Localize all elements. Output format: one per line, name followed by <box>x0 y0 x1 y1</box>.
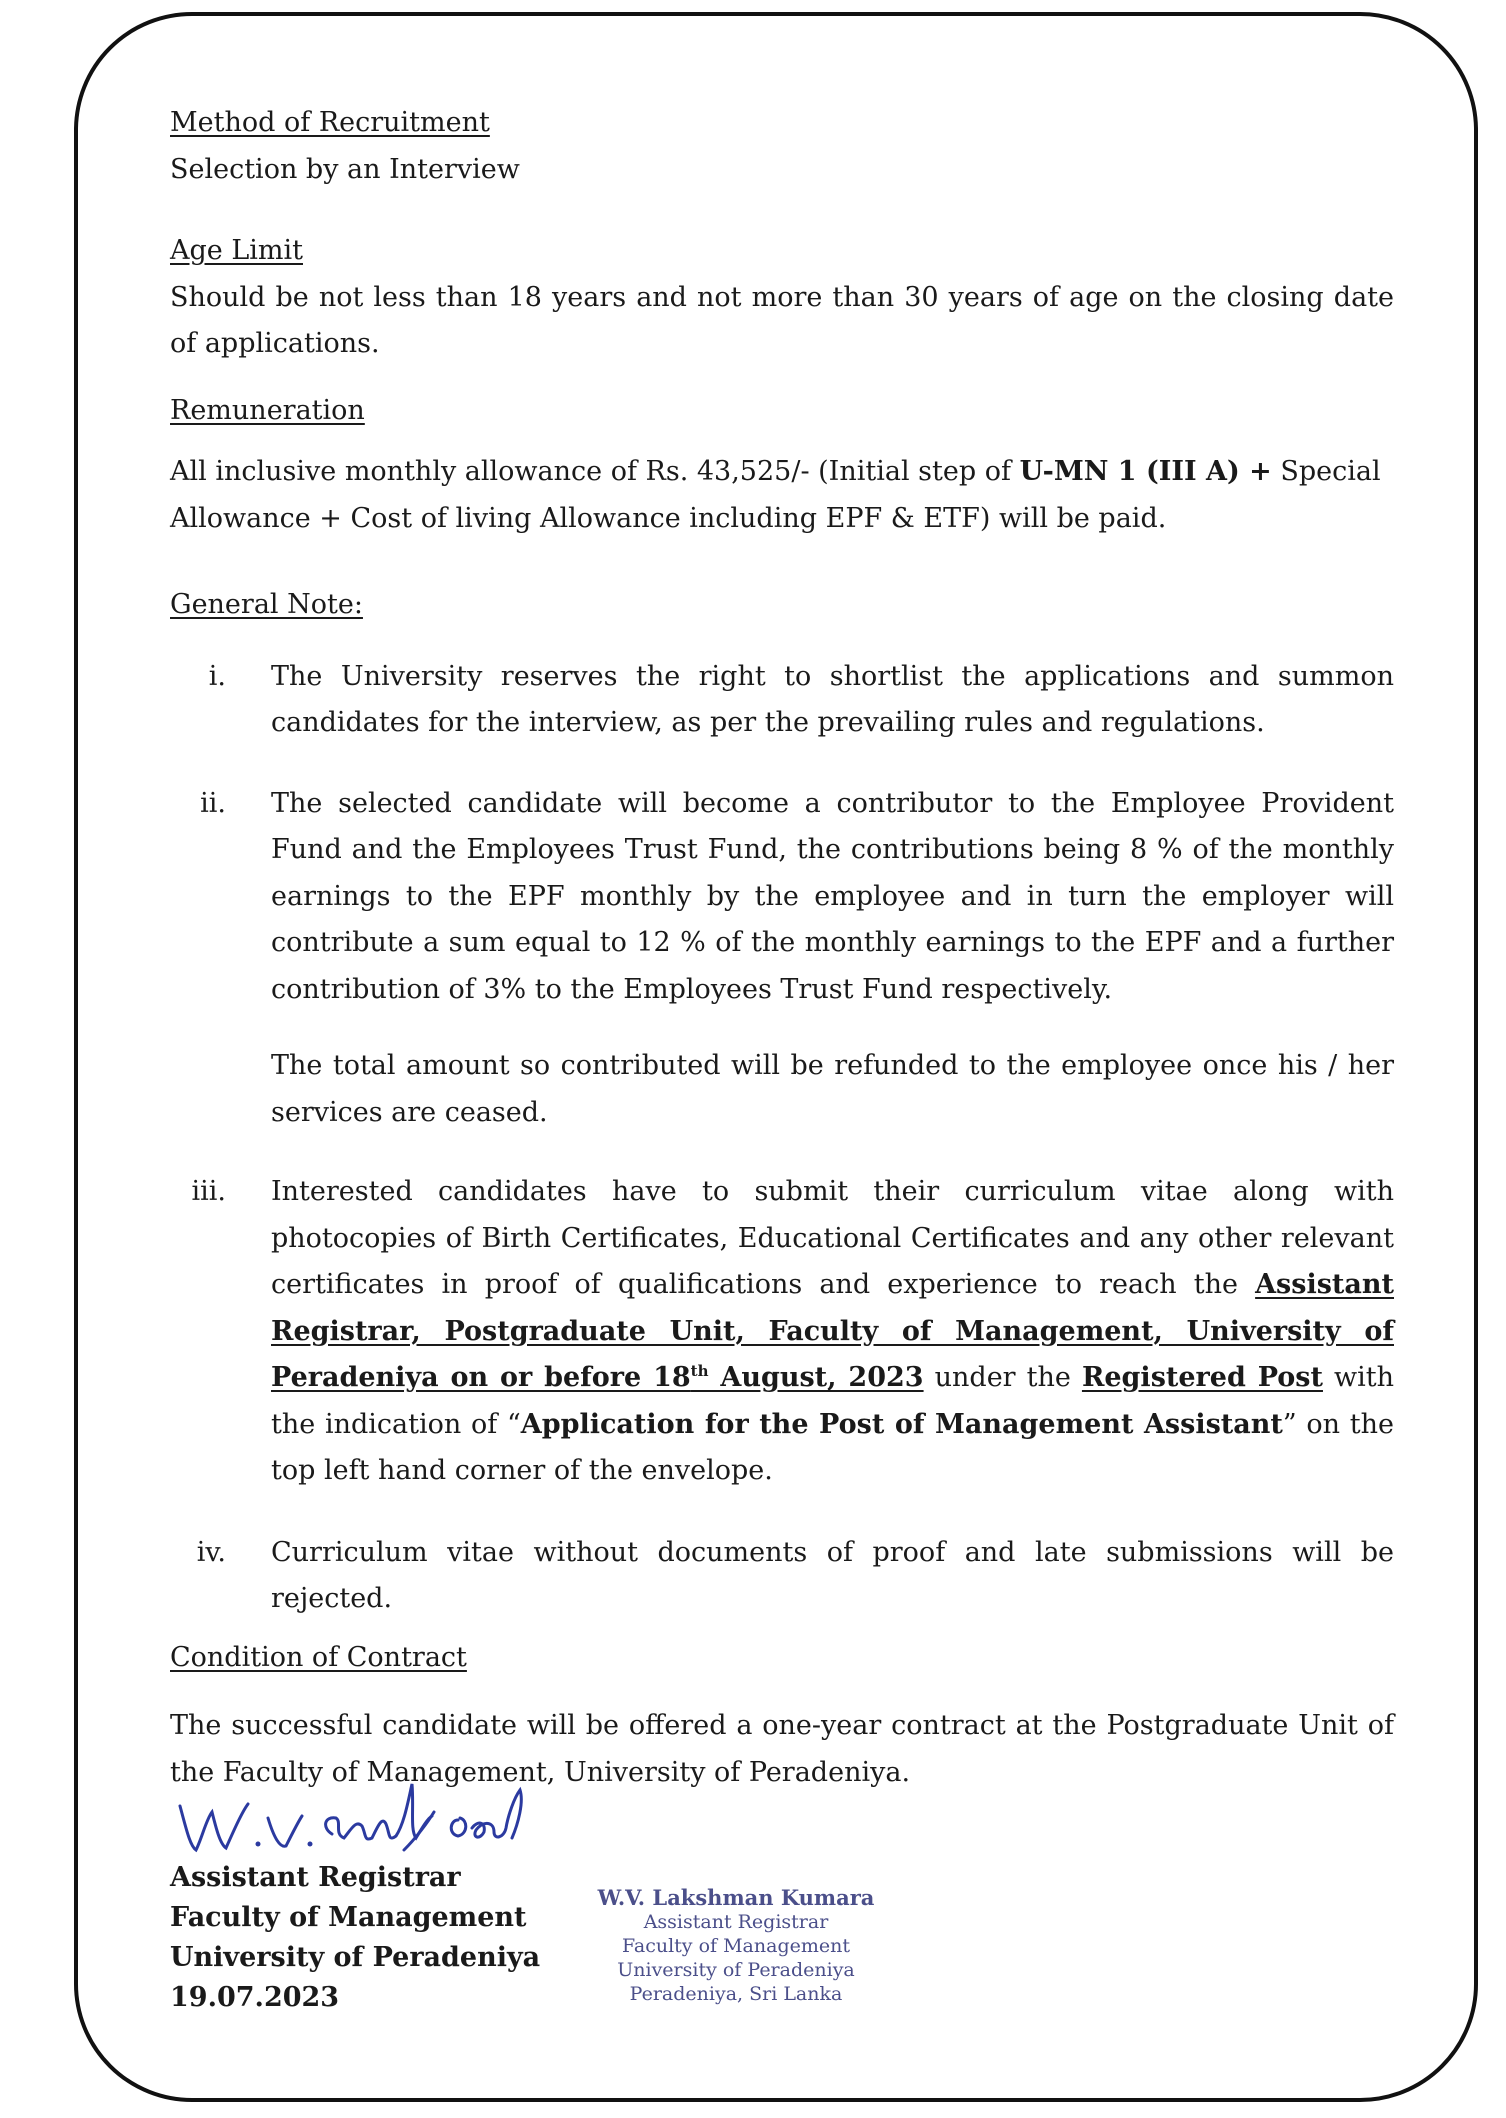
heading-condition-of-contract: Condition of Contract <box>170 1641 467 1673</box>
item-text-part: with the indication of “ <box>271 1362 1395 1440</box>
item-text-part: ” on the top left hand corner of the envelope. <box>271 1408 1394 1486</box>
heading-general-note: General Note: <box>170 589 363 620</box>
text-method-of-recruitment: Selection by an Interview <box>170 153 520 185</box>
stamp-line: University of Peradeniya <box>617 1959 855 1981</box>
heading-method-of-recruitment: Method of Recruitment <box>170 107 490 138</box>
handwritten-signature <box>172 1768 552 1858</box>
text-remuneration <box>170 449 1394 542</box>
section-remuneration <box>170 388 1394 543</box>
heading-age-limit: Age Limit <box>170 235 303 266</box>
general-note-item <box>170 781 1394 1137</box>
section-method-of-recruitment <box>170 100 1394 193</box>
general-note-item <box>170 1530 1394 1623</box>
item-text: The University reserves the right to shortlist the applications and summon candidates for the interview, as per the prevailing rules and regulations. <box>271 660 1394 738</box>
item-text <box>271 1169 1394 1495</box>
signoff-date: 19.07.2023 <box>170 1982 340 2013</box>
remuneration-text-end: Special Allowance + Cost of living Allowance including EPF & ETF) will be paid. <box>170 456 1381 534</box>
official-stamp <box>586 1886 886 2006</box>
item-text: Curriculum vitae without documents of proof and late submissions will be rejected. <box>271 1536 1394 1614</box>
stamp-line: Faculty of Management <box>622 1935 850 1957</box>
general-note-item <box>170 1169 1394 1495</box>
section-general-note <box>170 582 1394 1623</box>
item-number: i. <box>208 660 226 692</box>
signoff-faculty: Faculty of Management <box>170 1902 527 1933</box>
general-note-item <box>170 654 1394 747</box>
item-text-part: under the <box>923 1362 1082 1393</box>
document-body <box>170 100 1394 1796</box>
envelope-indication: Application for the Post of Management Assistant <box>520 1408 1283 1440</box>
stamp-name: W.V. Lakshman Kumara <box>597 1885 875 1910</box>
item-text: The selected candidate will become a contributor to the Employee Provident Fund and the Employees Trust Fund, the contributions being 8 % of the monthly earnings to the EPF monthly by the employee and in turn the employer will contribute a sum equal to 12 % of the monthly earnings to the EPF and a further contribution of 3% to the Employees Trust Fund respectively. <box>271 787 1394 1005</box>
text-age-limit: Should be not less than 18 years and not more than 30 years of age on the closing date of applications. <box>170 281 1394 359</box>
submission-address-text: Assistant Registrar, Postgraduate Unit, Faculty of Management, University of Peradeniya on or before 18 <box>271 1269 1394 1393</box>
signoff-university: University of Peradeniya <box>170 1942 541 1973</box>
text-condition-of-contract: The successful candidate will be offered a one-year contract at the Postgraduate Unit of the Faculty of Management, University of Peradeniya. <box>170 1710 1394 1788</box>
general-note-list <box>170 654 1394 1623</box>
item-text-refund: The total amount so contributed will be refunded to the employee once his / her services are ceased. <box>271 1050 1394 1128</box>
item-number: ii. <box>200 787 226 819</box>
signoff-block <box>170 1858 540 2018</box>
signoff-title: Assistant Registrar <box>170 1862 461 1893</box>
stamp-line: Assistant Registrar <box>643 1911 829 1933</box>
section-age-limit <box>170 228 1394 368</box>
remuneration-salary-code: U-MN 1 (III A) + <box>1019 456 1272 487</box>
item-number: iii. <box>191 1176 226 1207</box>
submission-deadline: August, 2023 <box>708 1362 924 1393</box>
registered-post: Registered Post <box>1081 1362 1323 1393</box>
stamp-line: Peradeniya, Sri Lanka <box>629 1983 843 2005</box>
item-text-part: Interested candidates have to submit their curriculum vitae along with photocopies of Birth Certificates, Educational Certificates and any other relevant certificates in proof of qualifications and experience to reach the <box>271 1176 1394 1300</box>
heading-remuneration: Remuneration <box>170 394 365 426</box>
ordinal-suffix: th <box>690 1362 709 1380</box>
item-number: iv. <box>196 1536 226 1568</box>
remuneration-text-start: All inclusive monthly allowance of Rs. 43,525/- (Initial step of <box>170 456 1020 487</box>
